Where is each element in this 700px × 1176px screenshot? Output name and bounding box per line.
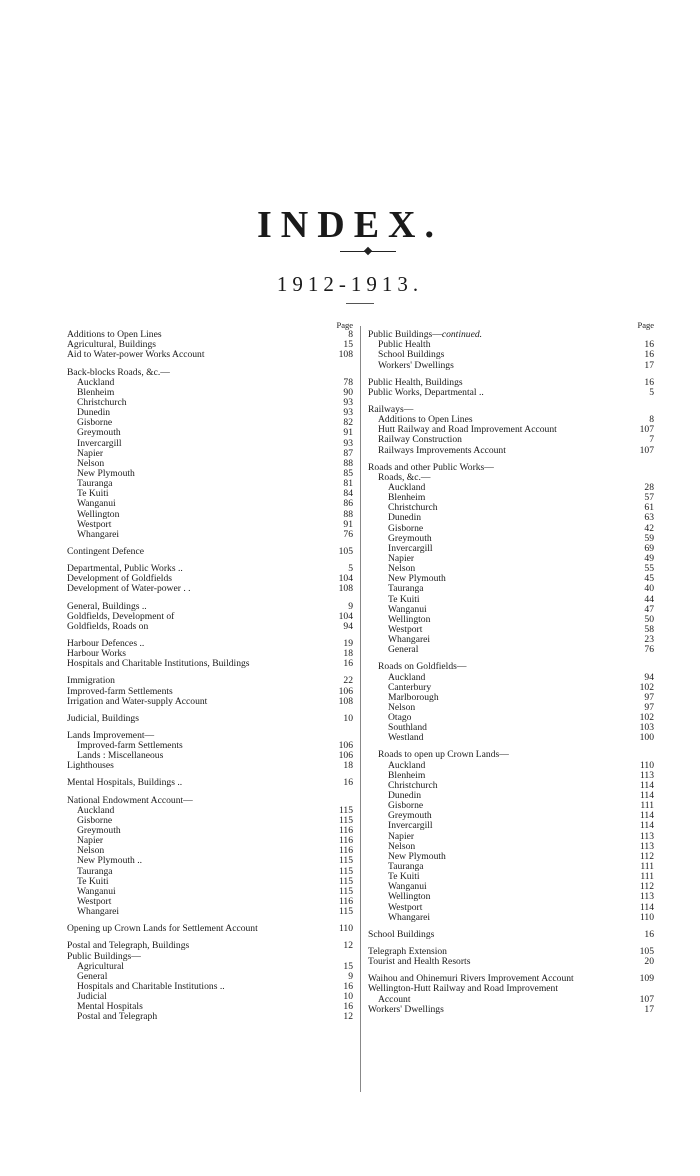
entry-page-number: 59	[644, 532, 654, 544]
entry-label: Agricultural, Buildings	[67, 339, 156, 351]
entry-page-number: 107	[639, 424, 654, 436]
index-entry	[368, 446, 654, 456]
entry-label: Gisborne	[388, 522, 424, 534]
entry-page-number: 93	[343, 407, 353, 419]
entry-label: Wanganui	[388, 881, 427, 893]
entry-label: Public Buildings—continued.	[368, 329, 483, 341]
entry-label: Blenheim	[388, 769, 426, 781]
index-entry	[67, 530, 353, 540]
entry-label: Te Kuiti	[77, 875, 109, 887]
entry-page-number: 8	[348, 329, 353, 341]
entry-page-number: 8	[649, 414, 654, 426]
entry-page-number: 28	[644, 481, 654, 493]
entry-label: Auckland	[388, 481, 426, 493]
entry-label: Wellington	[388, 613, 431, 625]
index-entry	[67, 697, 353, 707]
entry-page-number: 16	[644, 376, 654, 388]
entry-label: Wellington	[388, 891, 431, 903]
entry-label: Napier	[77, 835, 104, 847]
entry-label: Napier	[77, 447, 104, 459]
index-entry	[368, 913, 654, 923]
entry-page-number: 19	[343, 637, 353, 649]
index-entry	[67, 659, 353, 669]
entry-page-number: 97	[644, 701, 654, 713]
entry-label: Whangarei	[77, 528, 120, 540]
entry-label: Te Kuiti	[388, 871, 420, 883]
entry-label: Auckland	[77, 376, 115, 388]
index-entry	[67, 1012, 353, 1022]
entry-label: Hutt Railway and Road Improvement Account	[378, 424, 557, 436]
entry-page-number: 10	[343, 991, 353, 1003]
index-entry	[67, 778, 353, 788]
index-entry	[368, 645, 654, 655]
entry-page-number: 42	[644, 522, 654, 534]
entry-page-number: 18	[343, 760, 353, 772]
entry-label: Te Kuiti	[77, 488, 109, 500]
entry-page-number: 93	[343, 396, 353, 408]
entry-label: Aid to Water-power Works Account	[67, 349, 205, 361]
entry-label: Invercargill	[388, 542, 433, 554]
entry-label: School Buildings	[368, 928, 435, 940]
entry-page-number: 16	[343, 981, 353, 993]
entry-page-number: 58	[644, 623, 654, 635]
entry-label: Public Health	[378, 339, 431, 351]
entry-label: Auckland	[77, 804, 115, 816]
index-entry	[67, 907, 353, 917]
entry-page-number: 115	[338, 885, 353, 897]
entry-page-number: 61	[644, 502, 654, 514]
entry-label: Development of Water-power . .	[67, 583, 191, 595]
entry-page-number: 113	[639, 830, 654, 842]
entry-label: Blenheim	[77, 386, 115, 398]
entry-page-number: 84	[343, 488, 353, 500]
entry-page-number: 104	[338, 573, 353, 585]
entry-page-number: 40	[644, 583, 654, 595]
entry-page-number: 17	[644, 1003, 654, 1015]
entry-label: General	[388, 644, 419, 656]
entry-page-number: 103	[639, 722, 654, 734]
column-divider	[360, 326, 361, 1092]
index-entry	[67, 924, 353, 934]
entry-page-number: 108	[338, 583, 353, 595]
entry-page-number: 114	[639, 790, 654, 802]
entry-page-number: 109	[639, 973, 654, 985]
entry-page-number: 116	[338, 845, 353, 857]
entry-page-number: 69	[644, 542, 654, 554]
entry-page-number: 5	[348, 563, 353, 575]
entry-label: Development of Goldfields	[67, 573, 172, 585]
entry-page-number: 115	[338, 875, 353, 887]
entry-label: Canterbury	[388, 681, 432, 693]
entry-page-number: 107	[639, 993, 654, 1005]
entry-label: Greymouth	[388, 532, 432, 544]
entry-label: Irrigation and Water-supply Account	[67, 695, 208, 707]
entry-label: Harbour Works	[67, 648, 127, 660]
entry-label: Otago	[388, 712, 412, 724]
entry-label: Public Health, Buildings	[368, 376, 463, 388]
entry-label: Agricultural	[77, 960, 124, 972]
entry-label: Lands Improvement—	[67, 729, 155, 741]
index-entry	[67, 499, 353, 509]
index-entry	[67, 867, 353, 877]
entry-label: Roads on Goldfields—	[378, 661, 467, 673]
entry-page-number: 78	[343, 376, 353, 388]
page-header-label: Page	[637, 320, 654, 330]
index-entry	[368, 388, 654, 398]
page-title: INDEX.	[257, 204, 443, 246]
index-entry	[67, 836, 353, 846]
page-header-label: Page	[336, 320, 353, 330]
entry-page-number: 108	[338, 349, 353, 361]
entry-label: Hospitals and Charitable Institutions ..	[77, 981, 225, 993]
entry-page-number: 15	[343, 339, 353, 351]
entry-label: Whangarei	[388, 911, 431, 923]
entry-page-number: 94	[644, 671, 654, 683]
entry-page-number: 82	[343, 417, 353, 429]
entry-page-number: 63	[644, 512, 654, 524]
entry-page-number: 107	[639, 444, 654, 456]
entry-label: Nelson	[77, 457, 105, 469]
entry-label: Greymouth	[77, 825, 121, 837]
entry-label: Dunedin	[77, 407, 111, 419]
entry-page-number: 115	[338, 865, 353, 877]
entry-label: Invercargill	[77, 437, 122, 449]
entry-page-number: 16	[343, 658, 353, 670]
entry-page-number: 104	[338, 610, 353, 622]
entry-label: Whangarei	[388, 634, 431, 646]
index-entry	[67, 826, 353, 836]
entry-page-number: 15	[343, 960, 353, 972]
index-entry	[368, 361, 654, 371]
entry-label: New Plymouth	[388, 573, 446, 585]
entry-label: Wanganui	[77, 498, 116, 510]
entry-label: Roads, &c.—	[378, 471, 431, 483]
entry-label: Lighthouses	[67, 760, 114, 772]
entry-label: Workers' Dwellings	[368, 1003, 444, 1015]
entry-page-number: 100	[639, 732, 654, 744]
entry-page-number: 81	[343, 478, 353, 490]
index-entry	[67, 982, 353, 992]
index-left-column	[67, 320, 353, 1023]
entry-page-number: 16	[343, 777, 353, 789]
index-entry	[368, 662, 654, 672]
entry-page-number: 112	[639, 881, 654, 893]
entry-page-number: 106	[338, 685, 353, 697]
entry-label: Telegraph Extension	[368, 946, 447, 958]
entry-label: Immigration	[67, 675, 115, 687]
index-entry	[368, 584, 654, 594]
entry-page-number: 91	[343, 427, 353, 439]
index-entry	[67, 479, 353, 489]
entry-page-number: 114	[639, 901, 654, 913]
index-entry	[67, 676, 353, 686]
entry-label: Railways Improvements Account	[378, 444, 506, 456]
index-entry	[67, 547, 353, 557]
entry-label: Whangarei	[77, 906, 120, 918]
entry-label: Railway Construction	[378, 434, 462, 446]
entry-page-number: 9	[348, 600, 353, 612]
year-rule	[346, 303, 374, 304]
entry-label: Roads and other Public Works—	[368, 461, 494, 473]
entry-page-number: 44	[644, 593, 654, 605]
entry-label: Wellington-Hutt Railway and Road Improvement	[368, 983, 558, 995]
index-entry	[67, 439, 353, 449]
entry-page-number: 114	[639, 779, 654, 791]
entry-page-number: 116	[338, 835, 353, 847]
entry-label: Tauranga	[388, 861, 424, 873]
index-entry	[67, 584, 353, 594]
entry-page-number: 76	[343, 528, 353, 540]
entry-page-number: 16	[644, 928, 654, 940]
entry-page-number: 88	[343, 508, 353, 520]
entry-page-number: 87	[343, 447, 353, 459]
entry-label: Blenheim	[388, 492, 426, 504]
entry-label: Wanganui	[77, 885, 116, 897]
entry-label: Tauranga	[77, 478, 113, 490]
entry-page-number: 50	[644, 613, 654, 625]
entry-label: Departmental, Public Works ..	[67, 563, 183, 575]
entry-page-number: 7	[649, 434, 654, 446]
index-entry	[67, 761, 353, 771]
entry-label: Marlborough	[388, 691, 439, 703]
entry-page-number: 76	[644, 644, 654, 656]
entry-label: Westland	[388, 732, 424, 744]
entry-label: Southland	[388, 722, 427, 734]
entry-page-number: 113	[639, 769, 654, 781]
entry-label: Westport	[77, 896, 112, 908]
entry-label: Gisborne	[388, 800, 424, 812]
entry-label: Contingent Defence	[67, 545, 144, 557]
entry-page-number: 55	[644, 563, 654, 575]
entry-label: Lands : Miscellaneous	[77, 750, 164, 762]
entry-page-number: 102	[639, 712, 654, 724]
entry-page-number: 115	[338, 814, 353, 826]
entry-label: New Plymouth ..	[77, 855, 143, 867]
entry-page-number: 116	[338, 896, 353, 908]
index-entry	[368, 930, 654, 940]
entry-page-number: 113	[639, 840, 654, 852]
index-entry	[368, 957, 654, 967]
entry-label: Harbour Defences ..	[67, 637, 145, 649]
entry-label: Postal and Telegraph, Buildings	[67, 940, 190, 952]
entry-page-number: 16	[644, 339, 654, 351]
entry-label: Westport	[388, 623, 423, 635]
entry-label: Dunedin	[388, 512, 422, 524]
entry-page-number: 110	[338, 923, 353, 935]
entry-page-number: 112	[639, 850, 654, 862]
entry-page-number: 12	[343, 1011, 353, 1023]
entry-label: Goldfields, Development of	[67, 610, 175, 622]
entry-page-number: 12	[343, 940, 353, 952]
entry-label: New Plymouth	[77, 467, 135, 479]
entry-label: Additions to Open Lines	[67, 329, 162, 341]
entry-page-number: 113	[639, 891, 654, 903]
entry-label: Public Buildings—	[67, 950, 141, 962]
entry-label: Account	[378, 993, 411, 1005]
entry-label: Judicial, Buildings	[67, 712, 139, 724]
entry-label: Christchurch	[388, 779, 438, 791]
entry-label: Invercargill	[388, 820, 433, 832]
entry-page-number: 111	[640, 861, 654, 873]
entry-page-number: 105	[338, 545, 353, 557]
entry-page-number: 90	[343, 386, 353, 398]
entry-label: Nelson	[388, 840, 416, 852]
entry-page-number: 94	[343, 620, 353, 632]
entry-page-number: 108	[338, 695, 353, 707]
entry-page-number: 91	[343, 518, 353, 530]
entry-page-number: 106	[338, 750, 353, 762]
entry-label: Nelson	[388, 563, 416, 575]
diamond-ornament-icon	[364, 247, 372, 255]
entry-page-number: 114	[639, 810, 654, 822]
entry-label: Improved-farm Settlements	[77, 740, 183, 752]
index-entry	[67, 962, 353, 972]
entry-label: National Endowment Account—	[67, 794, 193, 806]
entry-page-number: 105	[639, 946, 654, 958]
entry-label: Waihou and Ohinemuri Rivers Improvement Account	[368, 973, 574, 985]
entry-label: School Buildings	[378, 349, 445, 361]
entry-label: Auckland	[388, 759, 426, 771]
index-entry	[368, 1005, 654, 1015]
entry-label: Te Kuiti	[388, 593, 420, 605]
entry-page-number: 114	[639, 820, 654, 832]
entry-label: Additions to Open Lines	[378, 414, 473, 426]
entry-page-number: 10	[343, 712, 353, 724]
entry-label: Railways—	[368, 403, 414, 415]
entry-label: Mental Hospitals	[77, 1001, 143, 1013]
entry-label: Nelson	[388, 701, 416, 713]
entry-label: General, Buildings ..	[67, 600, 147, 612]
entry-page-number: 110	[639, 759, 654, 771]
entry-label: Mental Hospitals, Buildings ..	[67, 777, 183, 789]
entry-page-number: 49	[644, 552, 654, 564]
entry-page-number: 111	[640, 800, 654, 812]
index-entry	[67, 622, 353, 632]
entry-label: Gisborne	[77, 814, 113, 826]
entry-label: Improved-farm Settlements	[67, 685, 173, 697]
entry-label: Auckland	[388, 671, 426, 683]
entry-label: Gisborne	[77, 417, 113, 429]
entry-label: Postal and Telegraph	[77, 1011, 158, 1023]
entry-label: Goldfields, Roads on	[67, 620, 149, 632]
entry-page-number: 106	[338, 740, 353, 752]
entry-label: Dunedin	[388, 790, 422, 802]
entry-label: Tourist and Health Resorts	[368, 956, 471, 968]
entry-page-number: 16	[644, 349, 654, 361]
entry-page-number: 17	[644, 359, 654, 371]
index-entry	[368, 513, 654, 523]
entry-page-number: 20	[644, 956, 654, 968]
entry-label: Judicial	[77, 991, 107, 1003]
entry-label: Napier	[388, 830, 415, 842]
entry-page-number: 9	[348, 970, 353, 982]
index-entry	[368, 733, 654, 743]
entry-label: Westport	[77, 518, 112, 530]
entry-label: Wanganui	[388, 603, 427, 615]
entry-label: Greymouth	[77, 427, 121, 439]
entry-page-number: 86	[343, 498, 353, 510]
entry-label: Public Works, Departmental ..	[368, 386, 484, 398]
index-entry	[67, 449, 353, 459]
entry-label: General	[77, 970, 108, 982]
entry-page-number: 45	[644, 573, 654, 585]
entry-page-number: 102	[639, 681, 654, 693]
entry-page-number: 116	[338, 825, 353, 837]
entry-page-number: 110	[639, 911, 654, 923]
entry-page-number: 18	[343, 648, 353, 660]
entry-page-number: 22	[343, 675, 353, 687]
entry-label: Nelson	[77, 845, 105, 857]
entry-page-number: 85	[343, 467, 353, 479]
entry-label: Westport	[388, 901, 423, 913]
entry-label: Workers' Dwellings	[378, 359, 454, 371]
entry-label: Back-blocks Roads, &c.—	[67, 366, 170, 378]
entry-page-number: 88	[343, 457, 353, 469]
index-right-column	[368, 320, 654, 1015]
entry-label: Tauranga	[388, 583, 424, 595]
entry-label: New Plymouth	[388, 850, 446, 862]
entry-label: Opening up Crown Lands for Settlement Account	[67, 923, 258, 935]
entry-page-number: 93	[343, 437, 353, 449]
entry-page-number: 115	[338, 906, 353, 918]
entry-page-number: 57	[644, 492, 654, 504]
year-heading: 1912-1913.	[276, 272, 424, 296]
entry-label: Wellington	[77, 508, 120, 520]
entry-page-number: 5	[649, 386, 654, 398]
entry-page-number: 97	[644, 691, 654, 703]
index-entry	[67, 350, 353, 360]
entry-page-number: 23	[644, 634, 654, 646]
entry-page-number: 115	[338, 804, 353, 816]
entry-label: Roads to open up Crown Lands—	[378, 749, 509, 761]
entry-label: Christchurch	[388, 502, 438, 514]
entry-label: Napier	[388, 552, 415, 564]
entry-label: Tauranga	[77, 865, 113, 877]
entry-label: Hospitals and Charitable Institutions, Buildings	[67, 658, 250, 670]
entry-page-number: 115	[338, 855, 353, 867]
entry-label: Greymouth	[388, 810, 432, 822]
entry-page-number: 16	[343, 1001, 353, 1013]
entry-label: Christchurch	[77, 396, 127, 408]
entry-page-number: 111	[640, 871, 654, 883]
entry-page-number: 47	[644, 603, 654, 615]
index-entry	[67, 714, 353, 724]
